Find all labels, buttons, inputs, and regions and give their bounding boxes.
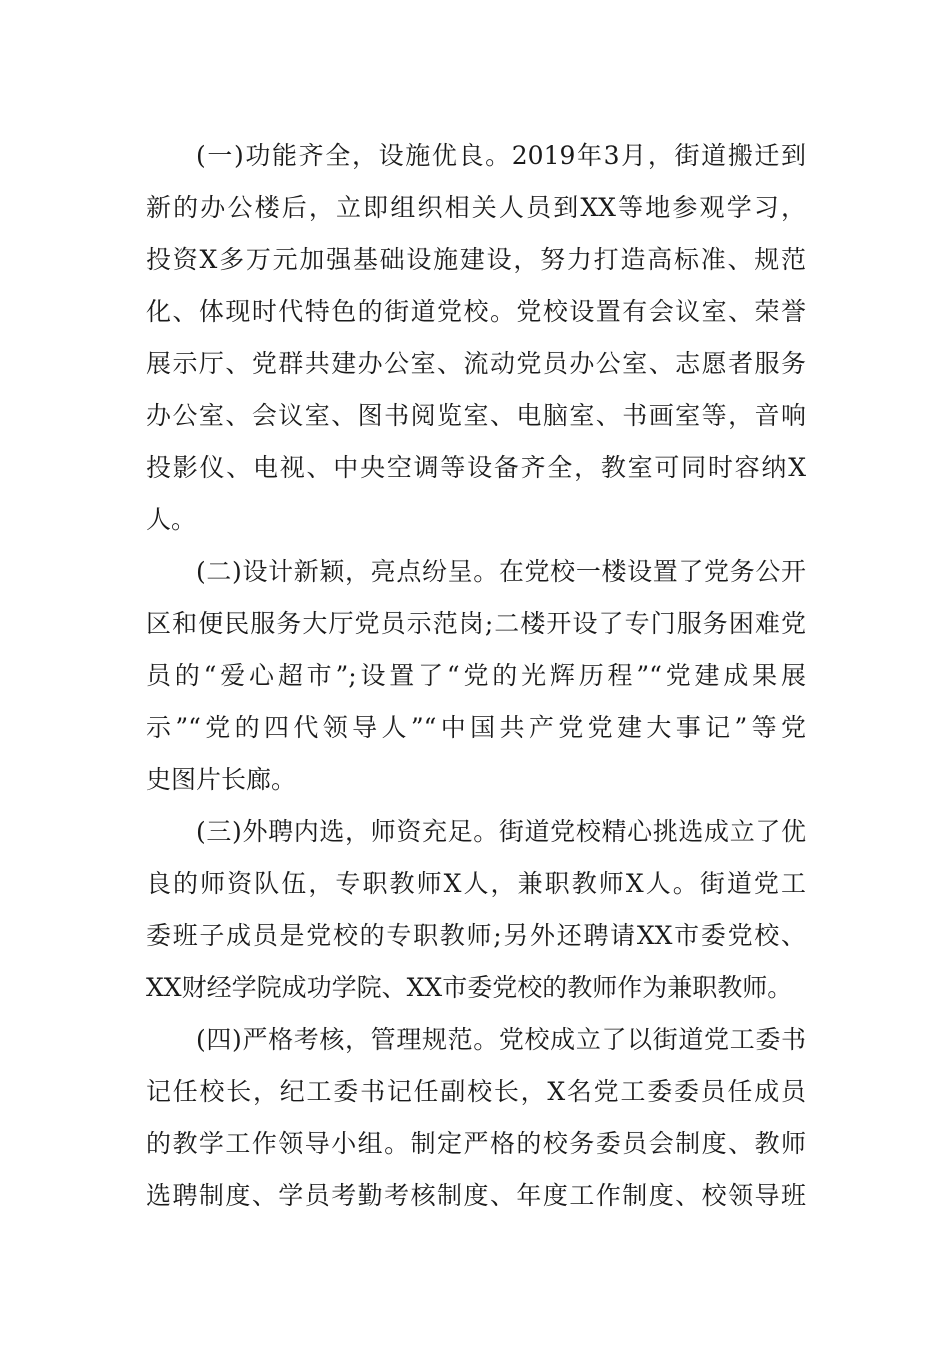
paragraph-4 [146,1014,806,1222]
document-body [146,130,806,1222]
paragraph-line: 办公室、会议室、图书阅览室、电脑室、书画室等，音响 [146,401,806,430]
paragraph-line: 选聘制度、学员考勤考核制度、年度工作制度、校领导班 [146,1181,806,1210]
paragraph-2 [146,546,806,806]
paragraph-1 [146,130,806,546]
paragraph-line: 示”“党的四代领导人”“中国共产党党建大事记”等党 [146,713,806,742]
paragraph-line: 记任校长，纪工委书记任副校长，X名党工委委员任成员 [146,1077,806,1106]
paragraph-line: 新的办公楼后，立即组织相关人员到XX等地参观学习， [146,193,806,222]
paragraph-3 [146,806,806,1014]
paragraph-line: 的教学工作领导小组。制定严格的校务委员会制度、教师 [146,1129,806,1158]
paragraph-line: XX财经学院成功学院、XX市委党校的教师作为兼职教师。 [146,973,793,1002]
paragraph-line: 展示厅、党群共建办公室、流动党员办公室、志愿者服务 [146,349,806,378]
paragraph-line: (三)外聘内选，师资充足。街道党校精心挑选成立了优 [196,817,806,846]
paragraph-line: 人。 [146,505,197,534]
paragraph-line: (二)设计新颖，亮点纷呈。在党校一楼设置了党务公开 [196,557,806,586]
paragraph-line: 史图片长廊。 [146,765,297,794]
paragraph-line: 化、体现时代特色的街道党校。党校设置有会议室、荣誉 [146,297,806,326]
paragraph-line: 良的师资队伍，专职教师X人，兼职教师X人。街道党工 [146,869,806,898]
paragraph-line: 投影仪、电视、中央空调等设备齐全，教室可同时容纳X [146,453,806,482]
paragraph-line: 委班子成员是党校的专职教师;另外还聘请XX市委党校、 [146,921,806,950]
paragraph-line: (四)严格考核，管理规范。党校成立了以街道党工委书 [196,1025,806,1054]
paragraph-line: 投资X多万元加强基础设施建设，努力打造高标准、规范 [146,245,806,274]
paragraph-line: (一)功能齐全，设施优良。2019年3月，街道搬迁到 [196,141,806,170]
paragraph-line: 员的“爱心超市”;设置了“党的光辉历程”“党建成果展 [146,661,806,690]
paragraph-line: 区和便民服务大厅党员示范岗;二楼开设了专门服务困难党 [146,609,806,638]
